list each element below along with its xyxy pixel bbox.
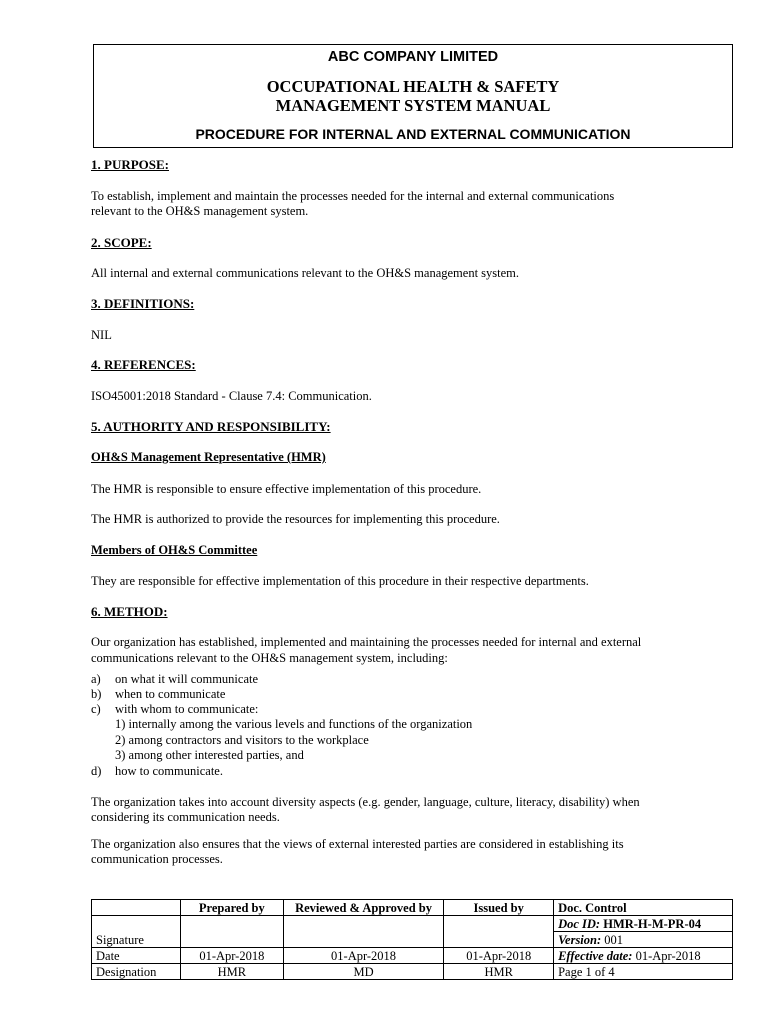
signature-reviewed <box>283 916 444 948</box>
definitions-heading: 3. DEFINITIONS: <box>91 296 195 311</box>
references-text: ISO45001:2018 Standard - Clause 7.4: Communication. <box>91 389 372 403</box>
sublist-item: 3) among other interested parties, and <box>115 748 304 762</box>
prepared-date: 01-Apr-2018 <box>180 948 283 964</box>
col-header-reviewed: Reviewed & Approved by <box>283 900 444 916</box>
reviewed-date: 01-Apr-2018 <box>283 948 444 964</box>
diversity-text-line2: considering its communication needs. <box>91 810 280 824</box>
version-value: 001 <box>604 933 624 947</box>
sublist-item: 2) among contractors and visitors to the workplace <box>115 733 369 747</box>
purpose-heading: 1. PURPOSE: <box>91 157 169 172</box>
hmr-text-2: The HMR is authorized to provide the resources for implementing this procedure. <box>91 512 500 526</box>
row-label-date: Date <box>92 948 181 964</box>
doc-id <box>554 916 733 932</box>
row-label-signature: Signature <box>92 916 181 948</box>
doc-id-label: Doc ID: <box>558 917 601 931</box>
doc-id-value: HMR-H-M-PR-04 <box>603 917 702 931</box>
table-row <box>92 948 733 964</box>
list-marker: a) <box>91 672 101 686</box>
document-header <box>93 44 733 148</box>
col-header-prepared: Prepared by <box>180 900 283 916</box>
effective-date-value: 01-Apr-2018 <box>635 949 701 963</box>
hmr-text-1: The HMR is responsible to ensure effective implementation of this procedure. <box>91 482 482 496</box>
col-header-issued: Issued by <box>444 900 554 916</box>
method-text-line1: Our organization has established, implemented and maintaining the processes needed for internal and external <box>91 635 642 649</box>
page-number: Page 1 of 4 <box>554 964 733 980</box>
list-item <box>91 687 225 703</box>
list-marker: c) <box>91 702 101 716</box>
version-label: Version: <box>558 933 602 947</box>
col-header-doc-control: Doc. Control <box>554 900 733 916</box>
issued-designation: HMR <box>444 964 554 980</box>
authority-heading: 5. AUTHORITY AND RESPONSIBILITY: <box>91 419 331 434</box>
table-row <box>92 900 733 916</box>
signature-prepared <box>180 916 283 948</box>
procedure-title: PROCEDURE FOR INTERNAL AND EXTERNAL COMMUNICATION <box>195 126 631 142</box>
reviewed-designation: MD <box>283 964 444 980</box>
table-cell <box>92 900 181 916</box>
scope-text: All internal and external communications relevant to the OH&S management system. <box>91 266 520 280</box>
effective-date-label: Effective date: <box>558 949 633 963</box>
signature-issued <box>444 916 554 948</box>
list-marker: b) <box>91 687 102 701</box>
hmr-subheading: OH&S Management Representative (HMR) <box>91 450 326 464</box>
list-item <box>91 702 258 718</box>
views-text-line2: communication processes. <box>91 852 223 866</box>
method-heading: 6. METHOD: <box>91 604 168 619</box>
purpose-text-line1: To establish, implement and maintain the processes needed for the internal and external communications <box>91 189 615 203</box>
scope-heading: 2. SCOPE: <box>91 235 152 250</box>
definitions-text: NIL <box>91 328 112 342</box>
diversity-text-line1: The organization takes into account diversity aspects (e.g. gender, language, culture, literacy, disability) when <box>91 795 640 809</box>
table-row <box>92 964 733 980</box>
issued-date: 01-Apr-2018 <box>444 948 554 964</box>
company-name: ABC COMPANY LIMITED <box>327 49 499 65</box>
effective-date <box>554 948 733 964</box>
list-text: on what it will communicate <box>115 672 259 686</box>
list-text: when to communicate <box>115 687 226 701</box>
manual-title-line2: MANAGEMENT SYSTEM MANUAL <box>275 96 551 115</box>
prepared-designation: HMR <box>180 964 283 980</box>
document-control-table <box>91 899 733 980</box>
sublist-item: 1) internally among the various levels and functions of the organization <box>115 717 473 731</box>
manual-title <box>94 77 732 115</box>
method-text-line2: communications relevant to the OH&S management system, including: <box>91 651 448 665</box>
list-item <box>91 672 258 688</box>
table-row <box>92 916 733 932</box>
list-text: with whom to communicate: <box>115 702 259 716</box>
list-item <box>91 764 223 780</box>
list-marker: d) <box>91 764 102 778</box>
views-text-line1: The organization also ensures that the views of external interested parties are considered in establishing its <box>91 837 624 851</box>
list-text: how to communicate. <box>115 764 223 778</box>
committee-subheading: Members of OH&S Committee <box>91 543 258 557</box>
purpose-text-line2: relevant to the OH&S management system. <box>91 204 309 218</box>
manual-title-line1: OCCUPATIONAL HEALTH & SAFETY <box>266 77 560 96</box>
committee-text: They are responsible for effective implementation of this procedure in their respective departments. <box>91 574 589 588</box>
references-heading: 4. REFERENCES: <box>91 357 196 372</box>
row-label-designation: Designation <box>92 964 181 980</box>
version <box>554 932 733 948</box>
